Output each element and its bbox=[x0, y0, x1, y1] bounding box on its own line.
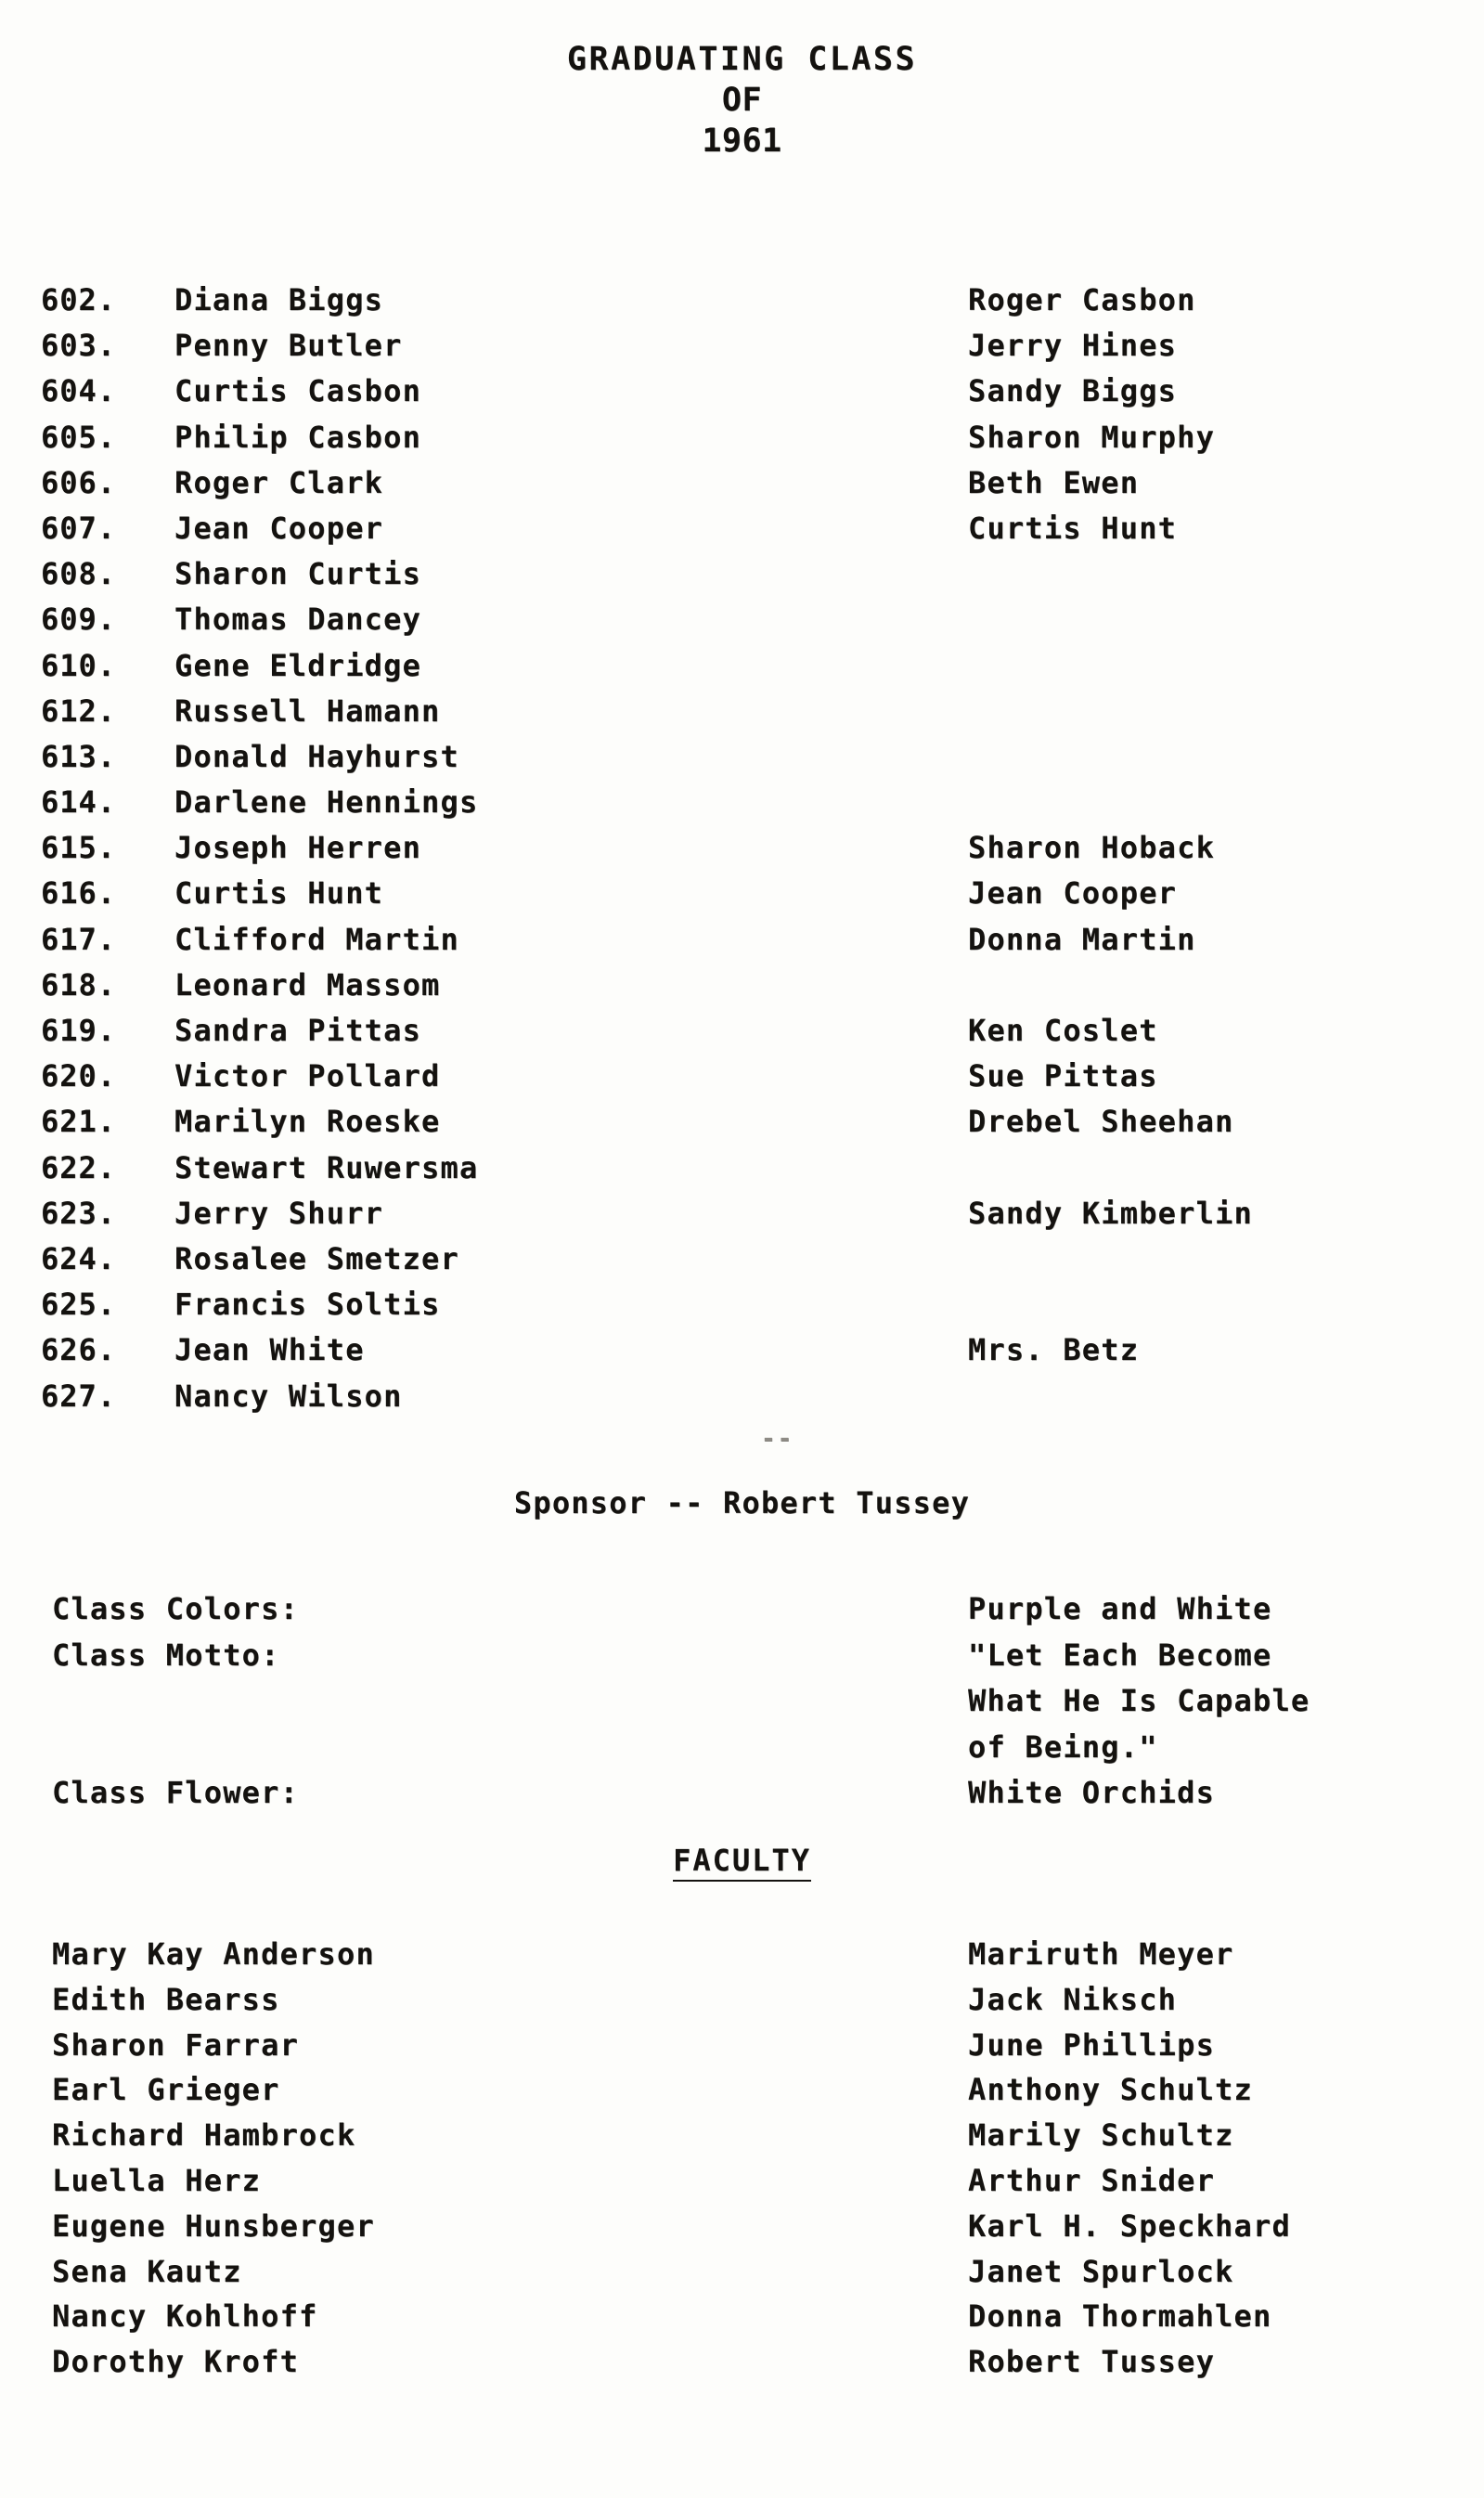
roster-right-column-name: Sharon Hoback bbox=[968, 830, 1216, 866]
roster-number: 614. bbox=[41, 784, 117, 821]
faculty-name-left: Richard Hambrock bbox=[52, 2117, 356, 2154]
class-info-row bbox=[0, 1587, 1484, 1634]
graduating-class-roster bbox=[0, 278, 1484, 1420]
faculty-name-right: Janet Spurlock bbox=[968, 2253, 1234, 2289]
class-info-value: of Being." bbox=[968, 1728, 1158, 1765]
roster-student-name: Jerry Shurr bbox=[174, 1195, 384, 1231]
faculty-row bbox=[0, 2068, 1484, 2114]
class-info-label: Class Flower: bbox=[52, 1775, 300, 1810]
faculty-row bbox=[0, 2114, 1484, 2159]
roster-student-name: Russell Hamann bbox=[174, 692, 441, 729]
roster-right-column-name: Donna Martin bbox=[968, 921, 1196, 957]
roster-student-name: Clifford Martin bbox=[174, 921, 459, 957]
roster-student-name: Jean White bbox=[174, 1332, 365, 1368]
roster-row bbox=[0, 507, 1484, 552]
roster-row bbox=[0, 1192, 1484, 1237]
class-info-value: Purple and White bbox=[968, 1591, 1272, 1626]
document-header bbox=[0, 39, 1484, 162]
roster-row bbox=[0, 826, 1484, 872]
roster-row bbox=[0, 1237, 1484, 1283]
roster-student-name: Nancy Wilson bbox=[174, 1378, 403, 1414]
roster-row bbox=[0, 644, 1484, 690]
roster-right-column-name: Sharon Murphy bbox=[968, 419, 1216, 455]
roster-student-name: Sharon Curtis bbox=[174, 556, 422, 592]
faculty-name-right: Marily Schultz bbox=[968, 2117, 1234, 2154]
class-info-row bbox=[0, 1726, 1484, 1772]
class-info-label: Class Colors: bbox=[52, 1591, 300, 1626]
faculty-row bbox=[0, 2024, 1484, 2069]
roster-number: 613. bbox=[41, 738, 117, 774]
class-info-row bbox=[0, 1634, 1484, 1680]
faculty-row bbox=[0, 2205, 1484, 2250]
roster-right-column-name: Jerry Hines bbox=[968, 328, 1178, 364]
faculty-name-left: Luella Herz bbox=[52, 2162, 262, 2198]
roster-number: 618. bbox=[41, 966, 117, 1003]
roster-student-name: Philip Casbon bbox=[174, 419, 422, 455]
title-of-word: OF bbox=[721, 82, 763, 119]
roster-number: 615. bbox=[41, 830, 117, 866]
roster-row bbox=[0, 369, 1484, 415]
roster-row bbox=[0, 735, 1484, 781]
roster-right-column-name: Jean Cooper bbox=[968, 875, 1178, 912]
roster-row bbox=[0, 278, 1484, 324]
roster-student-name: Francis Soltis bbox=[174, 1287, 441, 1323]
roster-student-name: Gene Eldridge bbox=[174, 647, 422, 683]
roster-number: 619. bbox=[41, 1013, 117, 1048]
roster-number: 603. bbox=[41, 328, 117, 364]
stray-ink-mark: -- bbox=[761, 1425, 794, 1453]
roster-student-name: Diana Biggs bbox=[174, 282, 384, 317]
roster-number: 621. bbox=[41, 1104, 117, 1140]
roster-number: 622. bbox=[41, 1149, 117, 1185]
faculty-name-right: Robert Tussey bbox=[968, 2344, 1216, 2380]
roster-student-name: Roger Clark bbox=[174, 464, 384, 500]
class-info-value: What He Is Capable bbox=[968, 1683, 1310, 1718]
faculty-name-left: Eugene Hunsberger bbox=[52, 2207, 375, 2244]
roster-row bbox=[0, 872, 1484, 917]
faculty-row bbox=[0, 1933, 1484, 1978]
roster-row bbox=[0, 598, 1484, 643]
roster-right-column-name: Mrs. Betz bbox=[968, 1332, 1140, 1368]
roster-number: 609. bbox=[41, 602, 117, 638]
faculty-row bbox=[0, 2250, 1484, 2296]
roster-student-name: Curtis Hunt bbox=[174, 875, 384, 912]
roster-row bbox=[0, 1146, 1484, 1192]
roster-student-name: Thomas Dancey bbox=[174, 602, 422, 638]
title-year: 1961 bbox=[702, 123, 782, 160]
faculty-name-right: Anthony Schultz bbox=[968, 2072, 1253, 2108]
roster-number: 625. bbox=[41, 1287, 117, 1323]
class-info-value: White Orchids bbox=[968, 1775, 1216, 1810]
roster-number: 610. bbox=[41, 647, 117, 683]
roster-number: 627. bbox=[41, 1378, 117, 1414]
roster-student-name: Marilyn Roeske bbox=[174, 1104, 441, 1140]
sponsor-line: Sponsor -- Robert Tussey bbox=[513, 1485, 971, 1521]
roster-student-name: Penny Butler bbox=[174, 328, 403, 364]
faculty-name-left: Nancy Kohlhoff bbox=[52, 2298, 318, 2335]
roster-student-name: Joseph Herren bbox=[174, 830, 422, 866]
faculty-name-left: Sena Kautz bbox=[52, 2253, 242, 2289]
roster-number: 602. bbox=[41, 282, 117, 317]
faculty-name-right: Karl H. Speckhard bbox=[968, 2207, 1291, 2244]
roster-row bbox=[0, 552, 1484, 598]
roster-row bbox=[0, 918, 1484, 964]
faculty-name-left: Sharon Farrar bbox=[52, 2026, 300, 2063]
roster-right-column-name: Sandy Kimberlin bbox=[968, 1195, 1253, 1231]
class-info-row bbox=[0, 1771, 1484, 1818]
faculty-name-left: Edith Bearss bbox=[52, 1981, 280, 2017]
roster-right-column-name: Roger Casbon bbox=[968, 282, 1196, 317]
roster-row bbox=[0, 1375, 1484, 1420]
roster-number: 608. bbox=[41, 556, 117, 592]
roster-row bbox=[0, 1100, 1484, 1145]
faculty-name-right: Jack Niksch bbox=[968, 1981, 1178, 2017]
roster-row bbox=[0, 416, 1484, 461]
roster-right-column-name: Curtis Hunt bbox=[968, 510, 1178, 546]
faculty-row bbox=[0, 1978, 1484, 2024]
roster-number: 612. bbox=[41, 692, 117, 729]
roster-student-name: Donald Hayhurst bbox=[174, 738, 459, 774]
roster-student-name: Leonard Massom bbox=[174, 966, 441, 1003]
faculty-name-left: Mary Kay Anderson bbox=[52, 1936, 375, 1972]
class-info-section bbox=[0, 1587, 1484, 1818]
roster-number: 604. bbox=[41, 373, 117, 409]
roster-student-name: Curtis Casbon bbox=[174, 373, 422, 409]
roster-right-column-name: Ken Coslet bbox=[968, 1013, 1158, 1048]
faculty-heading bbox=[0, 1843, 1484, 1878]
page-title: GRADUATING CLASS bbox=[566, 41, 918, 78]
roster-number: 617. bbox=[41, 921, 117, 957]
roster-number: 605. bbox=[41, 419, 117, 455]
roster-student-name: Sandra Pittas bbox=[174, 1013, 422, 1048]
roster-right-column-name: Sue Pittas bbox=[968, 1058, 1158, 1094]
faculty-name-left: Dorothy Kroft bbox=[52, 2344, 300, 2380]
roster-right-column-name: Beth Ewen bbox=[968, 464, 1140, 500]
roster-number: 620. bbox=[41, 1058, 117, 1094]
class-info-row bbox=[0, 1679, 1484, 1726]
roster-right-column-name: Drebel Sheehan bbox=[968, 1104, 1234, 1140]
faculty-row bbox=[0, 2295, 1484, 2340]
roster-row bbox=[0, 461, 1484, 507]
roster-row bbox=[0, 1055, 1484, 1100]
roster-student-name: Rosalee Smetzer bbox=[174, 1240, 459, 1276]
roster-row bbox=[0, 781, 1484, 826]
faculty-name-right: Donna Thormahlen bbox=[968, 2298, 1272, 2335]
roster-row bbox=[0, 690, 1484, 735]
roster-number: 607. bbox=[41, 510, 117, 546]
roster-row bbox=[0, 1328, 1484, 1374]
roster-student-name: Darlene Hennings bbox=[174, 784, 479, 821]
faculty-row bbox=[0, 2340, 1484, 2386]
roster-row bbox=[0, 1009, 1484, 1055]
roster-student-name: Victor Pollard bbox=[174, 1058, 441, 1094]
faculty-heading-text: FACULTY bbox=[673, 1843, 811, 1882]
roster-student-name: Jean Cooper bbox=[174, 510, 384, 546]
faculty-name-left: Earl Grieger bbox=[52, 2072, 280, 2108]
roster-row bbox=[0, 1283, 1484, 1328]
roster-row bbox=[0, 964, 1484, 1009]
faculty-name-right: Mariruth Meyer bbox=[968, 1936, 1234, 1972]
roster-number: 623. bbox=[41, 1195, 117, 1231]
roster-row bbox=[0, 324, 1484, 369]
roster-number: 616. bbox=[41, 875, 117, 912]
roster-student-name: Stewart Ruwersma bbox=[174, 1149, 479, 1185]
roster-number: 624. bbox=[41, 1240, 117, 1276]
class-info-label: Class Motto: bbox=[52, 1637, 280, 1673]
faculty-name-right: June Phillips bbox=[968, 2026, 1216, 2063]
faculty-name-right: Arthur Snider bbox=[968, 2162, 1216, 2198]
roster-right-column-name: Sandy Biggs bbox=[968, 373, 1178, 409]
faculty-row bbox=[0, 2159, 1484, 2205]
faculty-list bbox=[0, 1933, 1484, 2386]
roster-number: 626. bbox=[41, 1332, 117, 1368]
class-info-value: "Let Each Become bbox=[968, 1637, 1272, 1673]
roster-number: 606. bbox=[41, 464, 117, 500]
